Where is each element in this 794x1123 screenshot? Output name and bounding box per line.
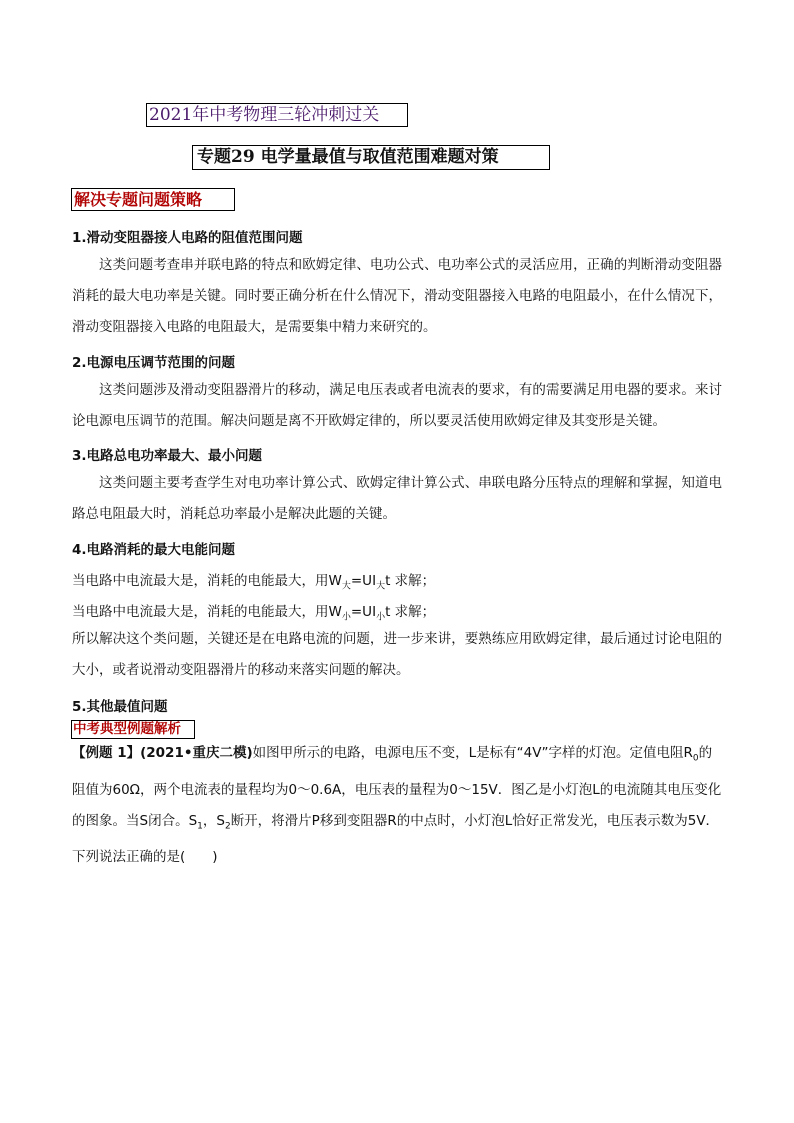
item-1-heading: 1.滑动变阻器接人电路的阻值范围问题 [72,230,303,246]
topic-title: 专题29 电学量最值与取值范围难题对策 [192,145,550,170]
energy-line-max: 当电路中电流最大是，消耗的电能最大，用$W_大=UI_大t$ 求解； [72,573,436,592]
item-5-heading: 5.其他最值问题 [72,699,168,715]
item-3-heading: 3.电路总电功率最大、最小问题 [72,448,263,464]
energy-line-min: 当电路中电流最大是，消耗的电能最大，用$W_小=UI_小t$ 求解； [72,604,436,623]
section-strategy-heading: 解决专题问题策略 [71,188,235,211]
item-2-text: 这类问题涉及滑动变阻器滑片的移动，满足电压表或者电流表的要求，有的需要满足用电器的要求。来讨论电源电压调节的范围。解决问题是离不开欧姆定律的，所以要灵活使用欧姆定律及其变形是关键。 [72,382,722,429]
example-tag: 【例题 1】 [72,745,141,761]
item-3-text: 这类问题主要考查学生对电功率计算公式、欧姆定律计算公式、串联电路分压特点的理解和掌握，知道电路总电阻最大时，消耗总功率最小是解决此题的关键。 [72,475,722,522]
summary-text: 所以解决这个类问题，关键还是在电路电流的问题，进一步来讲，要熟练应用欧姆定律，最后通过讨论电阻的大小，或者说滑动变阻器滑片的移动来落实问题的解决。 [72,631,722,678]
item-4-heading: 4.电路消耗的最大电能问题 [72,542,236,558]
section-examples-heading: 中考典型例题解析 [71,720,195,739]
item-1-text: 这类问题考查串并联电路的特点和欧姆定律、电功公式、电功率公式的灵活应用，正确的判断滑动变阻器消耗的最大电功率是关键。同时要正确分析在什么情况下，滑动变阻器接入电路的电阻最小，在什么情况下，滑动变阻器接入电路的电阻最大，是需要集中精力来研究的。 [72,257,722,335]
item-2-heading: 2.电源电压调节范围的问题 [72,355,236,371]
document-title: 2021年中考物理三轮冲刺过关 [146,103,408,127]
example-1: 【例题 1】(2021•重庆二模)如图甲所示的电路，电源电压不变，L是标有“4V”字样的灯泡。定值电阻$R_0$的阻值为60Ω，两个电流表的量程均为0～0.6A，电压表的量程为0～15V．图乙是小灯泡L的电流随其电压变化的图象。当S闭合。$S_1$，$S_2$断开，将滑片P移到变阻器R的中点时，小灯泡L恰好正常发光，电压表示数为5V．下列说法正确的是( ) [72,745,722,866]
example-source: (2021•重庆二模) [140,745,253,761]
